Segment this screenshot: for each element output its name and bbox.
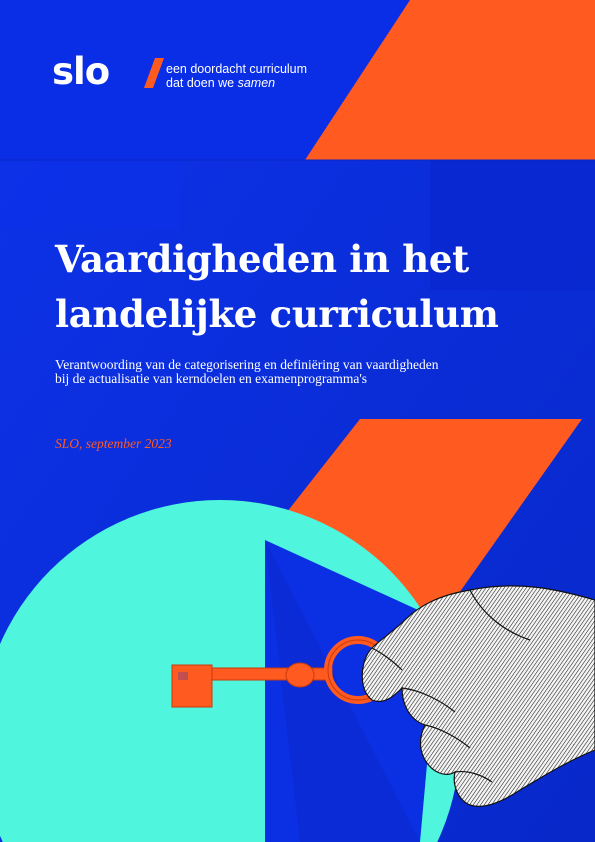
logo-slash-icon bbox=[144, 58, 164, 88]
brand-tagline bbox=[166, 63, 307, 90]
tagline-prefix: dat doen we bbox=[166, 75, 238, 90]
publication-dateline: SLO, september 2023 bbox=[55, 436, 172, 451]
document-title: Vaardigheden in het landelijke curriculum bbox=[55, 237, 499, 336]
tagline-line-1: een doordacht curriculum bbox=[166, 62, 308, 76]
logo-wordmark: slo bbox=[52, 50, 110, 93]
document-subtitle: Verantwoording van de categorisering en definiëring van vaardigheden bij de actualisatie van kerndoelen en examenprogramma's bbox=[55, 357, 439, 386]
shade-panel-left bbox=[0, 160, 180, 230]
tagline-line-2 bbox=[166, 77, 307, 91]
tagline-emphasis: samen bbox=[237, 75, 276, 90]
